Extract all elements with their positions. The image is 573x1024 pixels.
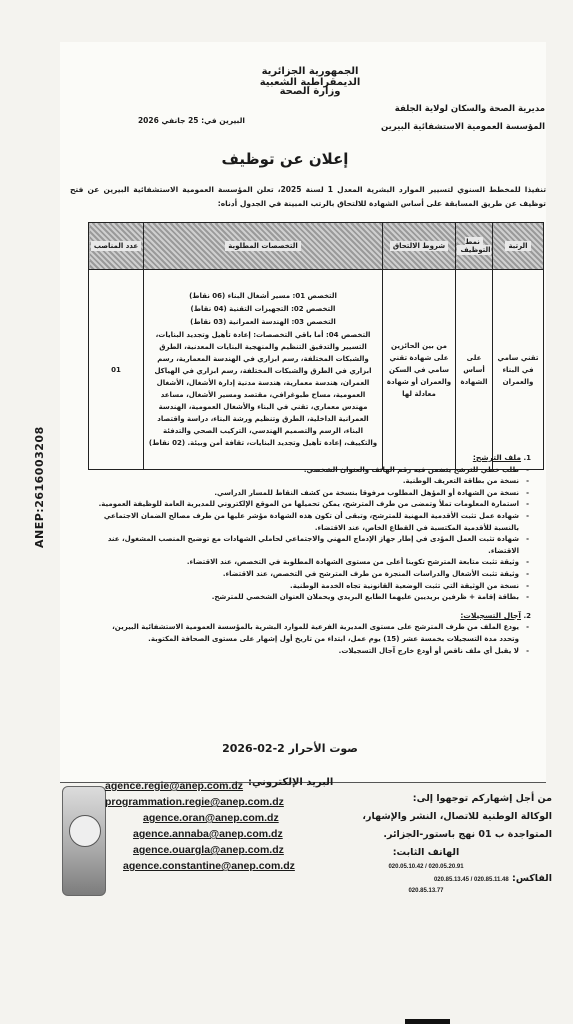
email-link[interactable]: agence.regie@anep.com.dz xyxy=(105,780,244,792)
list-item: - لا يقبل أي ملف ناقص أو أودع خارج آجال التسجيلات. xyxy=(96,646,531,658)
list-item: - نسخة من الوثيقة التي تثبت الوضعية القانونية تجاه الخدمة الوطنية. xyxy=(96,581,531,593)
republic-title: الجمهورية الجزائرية الديمقراطية الشعبية xyxy=(259,66,361,88)
scan-artifact xyxy=(405,1019,450,1024)
phone-numbers: 020.05.20.91 / 020.05.10.42 xyxy=(388,864,464,870)
list-item: - شهادة تثبت العمل المؤدى في إطار جهاز الإدماج المهني والاجتماعي لحاملي الشهادات مع توضيح المنصب المشغول، عند الاقتضاء. xyxy=(96,534,531,557)
email-label: البريد الإلكتروني: xyxy=(248,777,334,788)
date-place: البيرين في: 25 جانفي 2026 xyxy=(137,116,245,125)
table-row xyxy=(89,270,544,470)
contact-line: المتواجدة ب 01 نهج باستور-الجزائر. xyxy=(383,829,552,840)
anep-logo xyxy=(62,786,106,896)
contact-line: من أجل إشهاركم توجهوا إلى: xyxy=(412,793,552,804)
specialty-item: التخصص 04: أما باقي التخصصات: إعادة تأهيل وتجديد البنايات، التسيير والتدقيق التنظيم والمنهجية البنايات المعدنية، الطرق والشبكات المختلفة، رسم ابزاري في الهندسة المعمارية، رسم ابزاري في الطرق والشبكات المختلفة، رسم ابزاري في الهياكل العمران، هندسة معمارية، هندسة مدنية إدارة الأشغال، الأشغال العمومية، مساح طبوغرافي، مقتصد ومسير الأشغال، مساعد مهندس معماري، تقني في البناء والأشغال العمومية، الهندسة العمرانية الداخلية، الطرق وتنظيم ورشة البناء، دراسة واقتصاد البناء، الرسم والتصميم الهندسي، التركيب الصحي والتدفئة والتكييف، إعادة تأهيل وتجديد البنايات، تقافة أمن وبيئة. (02 نقاط) xyxy=(148,330,378,447)
list-item: - يودع الملف من طرف المترشح على مستوى المديرية الفرعية للموارد البشرية بالمؤسسة العمومية الاستشفائية البيرين، وتحدد مدة التسجيلات بخمسة عشر (15) يوم عمل، ابتداء من تاريخ أول إشهار على مستوى الصحافة المكتوبة. xyxy=(96,622,531,645)
page-title: إعلان عن توظيف xyxy=(221,150,349,168)
list-item: - وثيقة تثبت متابعة المترشح تكوينا أعلى من مستوى الشهادة المطلوبة في التخصص، عند الاقتضاء. xyxy=(96,557,531,569)
list-item: - طلب خطي للترشح يتضمن فيه رقم الهاتف والعنوان الشخصي. xyxy=(96,465,531,477)
specialty-item: التخصص 01: مسير أشغال البناء (06 نقاط) xyxy=(189,291,337,300)
fax-row xyxy=(300,872,552,886)
list-item: - استمارة المعلومات تملأ وتمضى من طرف المترشح، يمكن تحميلها من الموقع الإلكتروني للمديرية العامة للوظيفة العمومية. xyxy=(96,499,531,511)
email-link[interactable]: agence.ouargla@anep.com.dz xyxy=(133,844,284,856)
list-item: - نسخة من الشهادة أو المؤهل المطلوب مرفوقا بنسخة من كشف النقاط للمسار الدراسي. xyxy=(96,488,531,500)
logo-emblem-icon xyxy=(69,815,101,847)
email-link[interactable]: agence.constantine@anep.com.dz xyxy=(123,860,295,872)
list-item: - نسخة من بطاقة التعريف الوطنية. xyxy=(96,476,531,488)
list-item: - شهادة عمل تثبت الأقدمية المهنية للمترشح، وتبقى أن تكون هذه الشهادة مؤشر عليها من طرف مصالح الضمان الاجتماعي بالنسبة للأقدمية المكتسبة في القطاع الخاص، عند الاقتضاء. xyxy=(96,511,531,534)
contact-line: الهاتف الثابت: xyxy=(392,847,460,858)
fax-numbers-extra: 020.85.13.77 xyxy=(408,888,444,894)
directorate-name: مديرية الصحة والسكان لولاية الجلفة xyxy=(394,104,545,114)
cell-rank: تقني سامي في البناء والعمران xyxy=(493,270,544,470)
list-item: - وثيقة تثبت الأشغال والدراسات المنجزة من طرف المترشح في التخصص، عند الاقتضاء. xyxy=(96,569,531,581)
table-header-row xyxy=(89,223,544,270)
specialty-item: التخصص 02: التجهيزات التقنية (04 نقاط) xyxy=(190,304,336,313)
intro-paragraph: تنفيذا للمخطط السنوي لتسيير الموارد البشرية المعدل 1 لسنة 2025، تعلن المؤسسة العمومية الاستشفائية البيرين عن فتح توظيف عن طريق المسابقة على أساس الشهادة للالتحاق بالرتب المبينة في الجدول أدناه: xyxy=(70,185,547,208)
email-list xyxy=(105,778,295,874)
email-link[interactable]: programmation.regie@anep.com.dz xyxy=(105,796,284,808)
header-conditions: شروط الالتحاق xyxy=(383,223,456,270)
specialty-item: التخصص 03: الهندسة العمرانية (03 نقاط) xyxy=(190,317,336,326)
header-rank: الرتبة xyxy=(493,223,544,270)
fax-numbers: 020.85.11.48 / 020.85.13.45 xyxy=(433,877,509,883)
header-positions: عدد المناصب xyxy=(89,223,144,270)
email-link[interactable]: agence.annaba@anep.com.dz xyxy=(133,828,283,840)
anep-reference: ANEP:2616003208 xyxy=(33,426,46,548)
recruitment-table xyxy=(88,222,544,470)
file-heading: 1. ملف الترشح: xyxy=(472,453,531,462)
application-file-section xyxy=(96,452,531,657)
header-specialties: التخصصات المطلوبة xyxy=(144,223,383,270)
publication-line: صوت الأحرار 2-02-2026 xyxy=(222,742,358,755)
header-mode: نمط التوظيف xyxy=(456,223,493,270)
cell-specialties xyxy=(144,270,383,470)
contact-line: الوكالة الوطنية للاتصال، النشر والإشهار، xyxy=(362,811,552,822)
fax-label: الفاكس: xyxy=(512,873,552,884)
ministry-name: وزارة الصحة xyxy=(279,86,341,97)
cell-mode: على أساس الشهادة xyxy=(456,270,493,470)
deadlines-heading: 2. آجال التسجيلات: xyxy=(460,610,531,620)
email-link[interactable]: agence.oran@anep.com.dz xyxy=(143,812,279,824)
contact-block xyxy=(300,790,552,896)
cell-conditions: من بين الحائزين على شهادة تقني سامي في السكن والعمران أو شهادة معادلة لها xyxy=(383,270,456,470)
institution-name: المؤسسة العمومية الاستشفائية البيرين xyxy=(380,122,545,132)
cell-positions: 01 xyxy=(89,270,144,470)
list-item: - بطاقة إقامة + ظرفين بريديين عليهما الطابع البريدي ويحملان العنوان الشخصي للمترشح. xyxy=(96,592,531,604)
